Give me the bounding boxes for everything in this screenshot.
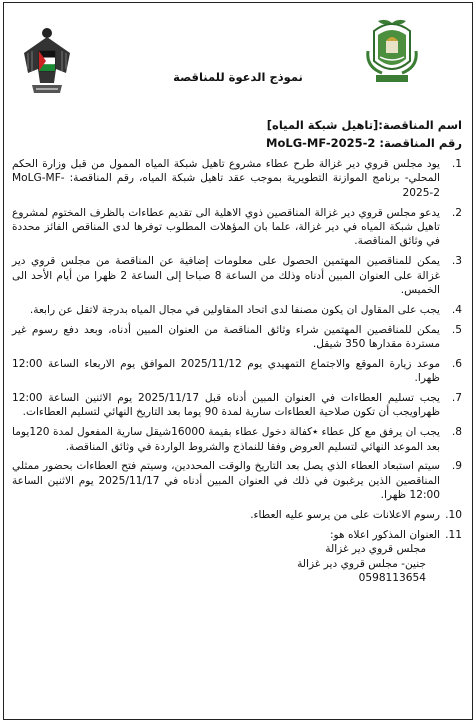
item-text: يود مجلس قروي دير غزالة طرح عطاء مشروع تاهيل شبكة المياه الممول من قبل وزارة الحكم المحلي- برنامج الموازنة التطويرية بموجب عقد تاهيل شبكة المياه، رقم المناقصة: MoLG-MF-2025-2: [12, 158, 440, 199]
item-number: .4: [451, 303, 462, 316]
item-text: يدعو مجلس قروي دير غزالة المناقصين ذوي الاهلية الى تقديم عطاءات بالظرف المختوم لمشروع تاهيل شبكة المياه في دير غزالة، علما بان المؤهلات المطلوب توفرها لدى المناقص الفائز محددة في وثائق المناقصة.: [12, 206, 440, 248]
list-item: [12, 357, 466, 386]
item-text: رسوم الاعلانات على من يرسو عليه العطاء.: [250, 509, 440, 522]
item-number: .9: [451, 460, 462, 473]
item-number: .7: [451, 392, 462, 405]
item-text: سيتم استبعاد العطاء الذي يصل بعد التاريخ والوقت المحددين، وسيتم فتح العطاءات بحضور ممثلي المناقصين الذين يرغبون في ذلك في العنوان المبين أدناه في 2025/11/17 يوم الاثنين الساعة 12:00 ظهرا.: [12, 460, 440, 502]
list-item: [12, 391, 466, 420]
item-text: يمكن للمناقصين المهتمين الحصول على معلومات إضافية عن المناقصة من مجلس قروي دير غزالة على العنوان المبين أدناه وذلك من الساعة 8 صباحا إلى الساعة 2 ظهرا من أيام الأحد الى الخميس.: [12, 255, 440, 297]
item-number: .5: [451, 323, 462, 336]
address-line-2: جنين- مجلس قروي دير غزالة: [297, 557, 426, 570]
tender-items-list: [12, 157, 466, 591]
item-text: موعد زيارة الموقع والاجتماع التمهيدي يوم 2025/11/12 الموافق يوم الاربعاء الساعة 12:00 ظهرا.: [12, 357, 440, 385]
item-text: يجب ان يرفق مع كل عطاء ٭كفالة دخول عطاء بقيمة 16000شيقل سارية المفعول لمدة 120يوما بعد الموعد النهائي لتسليم العروض وفقا للنماذج والشروط الواردة في وثائق المناقصة.: [12, 426, 441, 453]
palestine-eagle-icon: [20, 23, 74, 107]
tender-name: اسم المناقصة:[تاهيل شبكة المياه]: [266, 118, 462, 132]
list-item: [12, 528, 466, 586]
item-text: يمكن للمناقصين المهتمين شراء وثائق المناقصة من العنوان المبين أدناه، وبعد دفع رسوم غير مستردة مقدارها 350 شيقل.: [12, 323, 440, 351]
list-item: [12, 459, 466, 502]
address-line-1: مجلس قروي دير غزالة: [325, 543, 426, 556]
address-heading: العنوان المذكور اعلاه هو:: [329, 528, 440, 541]
page-title: نموذج الدعوة للمناقصة: [173, 70, 303, 84]
item-text: يجب على المقاول ان يكون مصنفا لدى اتحاد المقاولين في مجال المياه بدرجة لاتقل عن رابعة.: [29, 303, 440, 316]
item-number: .6: [451, 357, 462, 370]
list-item: [12, 303, 466, 317]
address-phone: 0598113654: [358, 572, 426, 585]
tender-number-value: MoLG-MF-2025-2: [266, 136, 376, 150]
item-text: [12, 528, 440, 586]
item-number: .11: [445, 528, 462, 541]
item-number: .3: [451, 255, 462, 268]
list-item: [12, 425, 466, 454]
item-number: .2: [451, 206, 462, 219]
item-number: .10: [445, 509, 462, 522]
list-item: [12, 206, 466, 249]
item-text: يجب تسليم العطاءات في العنوان المبين أدناه قبل 2025/11/17 يوم الاثنين الساعة 12:00 ظهراويجب أن تكون صلاحية العطاءات سارية لمدة 90 يوما بعد التاريخ النهائي لتسليم العطاءات.: [12, 392, 440, 419]
tender-number-label: رقم المناقصة:: [375, 136, 462, 150]
list-item: [12, 157, 466, 200]
list-item: [12, 254, 466, 297]
tender-number: [14, 136, 462, 150]
tender-notice-page: [3, 2, 473, 720]
item-number: .1: [451, 158, 462, 170]
list-item: [12, 323, 466, 352]
item-number: .8: [451, 426, 462, 439]
list-item: [12, 508, 466, 522]
